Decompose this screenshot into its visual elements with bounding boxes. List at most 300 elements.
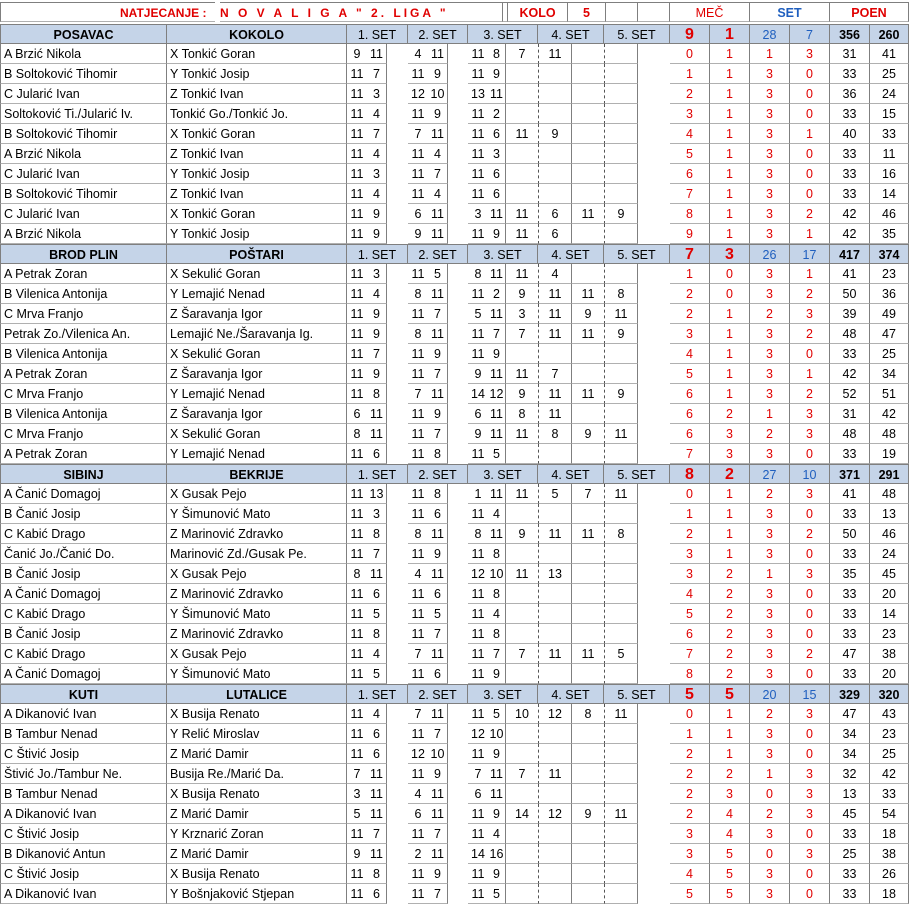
set-score: 11 (347, 504, 367, 524)
set-score: 11 (506, 364, 539, 384)
set-score (572, 824, 605, 844)
set-score: 6 (428, 584, 448, 604)
set-score (605, 404, 638, 424)
set-header: 3. SET (468, 464, 538, 484)
set-score (539, 884, 572, 904)
points-home: 33 (830, 664, 870, 684)
sets-home: 1 (750, 764, 790, 784)
match-score-home: 7 (670, 244, 710, 264)
set-score (572, 404, 605, 424)
set-score (539, 84, 572, 104)
set-header: 1. SET (347, 464, 408, 484)
set-score (539, 864, 572, 884)
set-score: 5 (367, 604, 387, 624)
set-score: 11 (506, 424, 539, 444)
sets-home: 0 (750, 844, 790, 864)
sets-away: 2 (790, 384, 830, 404)
match-score-away: 2 (710, 464, 750, 484)
set-score (605, 564, 638, 584)
sets-total-home: 20 (750, 684, 790, 704)
set-score: 16 (488, 844, 506, 864)
home-player: B Soltoković Tihomir (0, 184, 167, 204)
points-home: 33 (830, 444, 870, 464)
set-score: 7 (506, 764, 539, 784)
set-score: 11 (572, 524, 605, 544)
set-score: 5 (428, 604, 448, 624)
set-score: 7 (539, 364, 572, 384)
set-score (539, 184, 572, 204)
set-score (572, 504, 605, 524)
set-score: 11 (539, 284, 572, 304)
set-score: 11 (408, 624, 428, 644)
set-score (539, 844, 572, 864)
set-score: 7 (367, 544, 387, 564)
match-running-away: 2 (710, 584, 750, 604)
set-score: 7 (408, 384, 428, 404)
points-total-away: 374 (870, 244, 909, 264)
set-score: 4 (367, 284, 387, 304)
match-running-home: 2 (670, 744, 710, 764)
set-score: 8 (367, 384, 387, 404)
sets-home: 0 (750, 784, 790, 804)
set-score (572, 124, 605, 144)
home-player: Čanić Jo./Čanić Do. (0, 544, 167, 564)
match-running-home: 3 (670, 324, 710, 344)
set-score: 11 (408, 364, 428, 384)
set-score: 10 (428, 744, 448, 764)
home-player: A Brzić Nikola (0, 144, 167, 164)
sets-total-away: 10 (790, 464, 830, 484)
match-running-away: 1 (710, 504, 750, 524)
points-total-home: 356 (830, 24, 870, 44)
set-header: 2. SET (408, 244, 468, 264)
set-score (539, 584, 572, 604)
points-home: 33 (830, 164, 870, 184)
points-away: 38 (870, 844, 909, 864)
set-score: 7 (506, 44, 539, 64)
home-player: B Vilenica Antonija (0, 404, 167, 424)
match-running-home: 8 (670, 204, 710, 224)
sets-away: 3 (790, 704, 830, 724)
set-header: 5. SET (604, 684, 670, 704)
game-row (0, 404, 910, 424)
set-score (572, 724, 605, 744)
set-score: 11 (408, 164, 428, 184)
sets-away: 2 (790, 204, 830, 224)
sets-away: 0 (790, 824, 830, 844)
set-score (605, 144, 638, 164)
match-running-home: 5 (670, 364, 710, 384)
set-score: 11 (506, 264, 539, 284)
sets-home: 3 (750, 884, 790, 904)
set-score: 4 (428, 184, 448, 204)
set-score (506, 184, 539, 204)
sets-total-away: 15 (790, 684, 830, 704)
points-away: 36 (870, 284, 909, 304)
set-score: 9 (367, 204, 387, 224)
set-score (506, 844, 539, 864)
set-score: 11 (428, 784, 448, 804)
set-score: 4 (367, 184, 387, 204)
home-player: A Dikanović Ivan (0, 804, 167, 824)
set-score: 8 (468, 264, 488, 284)
set-score: 11 (468, 584, 488, 604)
home-player: B Tambur Nenad (0, 724, 167, 744)
sets-away: 3 (790, 404, 830, 424)
set-score: 5 (488, 444, 506, 464)
set-score: 11 (488, 304, 506, 324)
points-away: 51 (870, 384, 909, 404)
set-score: 11 (468, 124, 488, 144)
points-home: 33 (830, 144, 870, 164)
set-score: 12 (468, 724, 488, 744)
points-home: 39 (830, 304, 870, 324)
set-score: 11 (367, 784, 387, 804)
points-away: 14 (870, 184, 909, 204)
points-home: 45 (830, 804, 870, 824)
set-score (572, 584, 605, 604)
set-header: 5. SET (604, 244, 670, 264)
away-team-name: LUTALICE (167, 684, 347, 704)
set-score: 11 (572, 644, 605, 664)
match-running-away: 2 (710, 624, 750, 644)
set-score: 11 (408, 584, 428, 604)
set-score: 11 (488, 364, 506, 384)
points-home: 32 (830, 764, 870, 784)
match-running-away: 1 (710, 64, 750, 84)
home-player: B Soltoković Tihomir (0, 124, 167, 144)
points-total-home: 329 (830, 684, 870, 704)
sets-home: 3 (750, 384, 790, 404)
game-row (0, 184, 910, 204)
home-team-name: POSAVAC (0, 24, 167, 44)
game-row (0, 444, 910, 464)
set-score: 11 (347, 184, 367, 204)
match-running-home: 7 (670, 184, 710, 204)
set-score: 6 (428, 664, 448, 684)
match-running-away: 5 (710, 884, 750, 904)
set-score: 11 (539, 304, 572, 324)
points-away: 16 (870, 164, 909, 184)
set-score: 11 (468, 824, 488, 844)
home-player: A Čanić Domagoj (0, 484, 167, 504)
set-score (605, 164, 638, 184)
away-player: X Sekulić Goran (167, 424, 347, 444)
sets-home: 3 (750, 204, 790, 224)
sets-home: 3 (750, 344, 790, 364)
match-header-row (0, 684, 910, 704)
points-away: 24 (870, 544, 909, 564)
set-score: 11 (347, 264, 367, 284)
match-running-home: 3 (670, 824, 710, 844)
set-score: 6 (367, 444, 387, 464)
sets-home: 3 (750, 224, 790, 244)
set-score: 11 (468, 744, 488, 764)
game-row (0, 64, 910, 84)
set-score: 11 (488, 484, 506, 504)
points-total-home: 371 (830, 464, 870, 484)
set-score: 8 (468, 524, 488, 544)
set-score: 11 (347, 144, 367, 164)
set-score: 12 (408, 84, 428, 104)
match-running-home: 5 (670, 144, 710, 164)
home-player: C Mrva Franjo (0, 384, 167, 404)
points-home: 42 (830, 204, 870, 224)
match-running-home: 2 (670, 284, 710, 304)
away-player: Z Marinović Zdravko (167, 524, 347, 544)
match-running-away: 3 (710, 424, 750, 444)
set-score: 11 (408, 264, 428, 284)
set-score: 3 (367, 504, 387, 524)
match-running-away: 3 (710, 784, 750, 804)
points-home: 33 (830, 184, 870, 204)
match-running-home: 1 (670, 724, 710, 744)
match-running-away: 1 (710, 84, 750, 104)
set-score: 6 (408, 204, 428, 224)
away-player: Z Šaravanja Igor (167, 404, 347, 424)
sets-away: 3 (790, 804, 830, 824)
set-score: 9 (488, 224, 506, 244)
set-score (605, 724, 638, 744)
away-player: Z Šaravanja Igor (167, 304, 347, 324)
set-score: 11 (367, 764, 387, 784)
set-score (506, 144, 539, 164)
set-score (605, 824, 638, 844)
set-score (539, 344, 572, 364)
set-score: 12 (539, 804, 572, 824)
sets-home: 3 (750, 664, 790, 684)
set-score (506, 784, 539, 804)
set-score (572, 104, 605, 124)
set-score (605, 584, 638, 604)
away-player: Z Marić Damir (167, 844, 347, 864)
set-score: 4 (367, 704, 387, 724)
set-header: 3. SET (468, 244, 538, 264)
set-score: 11 (428, 224, 448, 244)
set-score: 9 (468, 364, 488, 384)
away-player: X Gusak Pejo (167, 564, 347, 584)
set-score: 11 (605, 304, 638, 324)
game-row (0, 324, 910, 344)
match-running-away: 1 (710, 724, 750, 744)
set-score: 6 (408, 804, 428, 824)
set-score: 4 (367, 104, 387, 124)
set-score: 8 (367, 524, 387, 544)
home-player: A Dikanović Ivan (0, 884, 167, 904)
set-score: 4 (428, 144, 448, 164)
set-score: 11 (468, 444, 488, 464)
set-score: 9 (367, 224, 387, 244)
set-score (605, 104, 638, 124)
set-score: 11 (408, 864, 428, 884)
match-running-away: 1 (710, 324, 750, 344)
away-player: Y Bošnjaković Stjepan (167, 884, 347, 904)
game-row (0, 724, 910, 744)
set-score (605, 504, 638, 524)
sets-home: 3 (750, 84, 790, 104)
sets-home: 3 (750, 644, 790, 664)
set-score (572, 144, 605, 164)
set-score: 5 (605, 644, 638, 664)
set-score: 11 (488, 764, 506, 784)
points-home: 34 (830, 744, 870, 764)
home-team-name: SIBINJ (0, 464, 167, 484)
set-score: 9 (572, 424, 605, 444)
set-score: 3 (367, 264, 387, 284)
set-score (572, 784, 605, 804)
points-home: 41 (830, 264, 870, 284)
set-score: 8 (408, 324, 428, 344)
points-home: 41 (830, 484, 870, 504)
set-score: 11 (347, 704, 367, 724)
home-player: C Mrva Franjo (0, 424, 167, 444)
set-score: 11 (539, 404, 572, 424)
set-header: 2. SET (408, 684, 468, 704)
set-score: 11 (367, 804, 387, 824)
sets-home: 3 (750, 624, 790, 644)
set-score: 11 (347, 664, 367, 684)
match-running-away: 2 (710, 604, 750, 624)
set-score (572, 84, 605, 104)
home-team-name: KUTI (0, 684, 167, 704)
points-away: 18 (870, 884, 909, 904)
game-row (0, 264, 910, 284)
sets-away: 3 (790, 844, 830, 864)
home-player: C Mrva Franjo (0, 304, 167, 324)
sets-away: 0 (790, 64, 830, 84)
set-score (605, 884, 638, 904)
set-score: 9 (488, 804, 506, 824)
set-score: 7 (506, 644, 539, 664)
set-score (506, 84, 539, 104)
set-score: 9 (347, 844, 367, 864)
match-running-home: 9 (670, 224, 710, 244)
title-row (0, 2, 910, 22)
set-score: 7 (347, 764, 367, 784)
home-player: A Petrak Zoran (0, 364, 167, 384)
set-score: 11 (468, 704, 488, 724)
points-away: 48 (870, 484, 909, 504)
set-score: 3 (367, 84, 387, 104)
set-header: 3. SET (468, 24, 538, 44)
set-score (605, 344, 638, 364)
set-score: 11 (347, 544, 367, 564)
set-score: 8 (572, 704, 605, 724)
set-score: 7 (428, 364, 448, 384)
away-player: X Tonkić Goran (167, 124, 347, 144)
points-home: 33 (830, 504, 870, 524)
set-score: 9 (468, 424, 488, 444)
set-score: 11 (428, 844, 448, 864)
match-running-home: 5 (670, 884, 710, 904)
set-score: 11 (367, 844, 387, 864)
set-score: 6 (367, 584, 387, 604)
sets-away: 2 (790, 644, 830, 664)
sets-away: 0 (790, 444, 830, 464)
game-row (0, 424, 910, 444)
match-running-away: 3 (710, 444, 750, 464)
game-row (0, 624, 910, 644)
set-score: 8 (506, 404, 539, 424)
points-away: 38 (870, 644, 909, 664)
set-score: 11 (347, 284, 367, 304)
away-player: Y Tonkić Josip (167, 64, 347, 84)
sets-away: 0 (790, 164, 830, 184)
set-header: 1. SET (347, 684, 408, 704)
points-home: 42 (830, 224, 870, 244)
sets-home: 1 (750, 44, 790, 64)
set-score: 11 (428, 284, 448, 304)
set-score: 7 (408, 644, 428, 664)
points-away: 25 (870, 744, 909, 764)
set-score: 11 (488, 404, 506, 424)
away-team-name: POŠTARI (167, 244, 347, 264)
match-running-home: 2 (670, 784, 710, 804)
sets-away: 2 (790, 284, 830, 304)
away-player: X Tonkić Goran (167, 204, 347, 224)
set-score: 11 (605, 484, 638, 504)
match-running-away: 2 (710, 664, 750, 684)
set-score: 11 (428, 44, 448, 64)
set-score: 11 (408, 424, 428, 444)
set-score: 2 (488, 104, 506, 124)
sets-away: 0 (790, 724, 830, 744)
set-score (605, 864, 638, 884)
set-score: 11 (347, 384, 367, 404)
game-row (0, 864, 910, 884)
home-player: B Vilenica Antonija (0, 284, 167, 304)
set-score (506, 64, 539, 84)
set-score (539, 724, 572, 744)
sets-away: 3 (790, 304, 830, 324)
match-running-away: 0 (710, 284, 750, 304)
set-score (572, 664, 605, 684)
set-score: 11 (347, 64, 367, 84)
sets-away: 3 (790, 484, 830, 504)
sets-away: 0 (790, 104, 830, 124)
away-player: X Gusak Pejo (167, 484, 347, 504)
set-score: 11 (539, 524, 572, 544)
match-running-home: 6 (670, 404, 710, 424)
home-player: B Čanić Josip (0, 564, 167, 584)
set-score: 12 (488, 384, 506, 404)
sets-home: 2 (750, 484, 790, 504)
set-score (572, 864, 605, 884)
set-score (572, 44, 605, 64)
home-team-name: BROD PLIN (0, 244, 167, 264)
set-score: 8 (605, 284, 638, 304)
sets-away: 0 (790, 84, 830, 104)
match-header-row (0, 244, 910, 264)
game-row (0, 504, 910, 524)
set-score (539, 164, 572, 184)
set-score (572, 544, 605, 564)
set-score: 9 (605, 324, 638, 344)
away-player: X Busija Renato (167, 784, 347, 804)
sets-home: 3 (750, 164, 790, 184)
game-row (0, 704, 910, 724)
sets-home: 3 (750, 104, 790, 124)
sets-away: 0 (790, 744, 830, 764)
away-player: Tonkić Go./Tonkić Jo. (167, 104, 347, 124)
set-score (506, 604, 539, 624)
away-player: Z Tonkić Ivan (167, 84, 347, 104)
match-running-home: 3 (670, 844, 710, 864)
game-row (0, 584, 910, 604)
match-running-home: 6 (670, 164, 710, 184)
sets-home: 3 (750, 324, 790, 344)
away-player: Y Šimunović Mato (167, 664, 347, 684)
